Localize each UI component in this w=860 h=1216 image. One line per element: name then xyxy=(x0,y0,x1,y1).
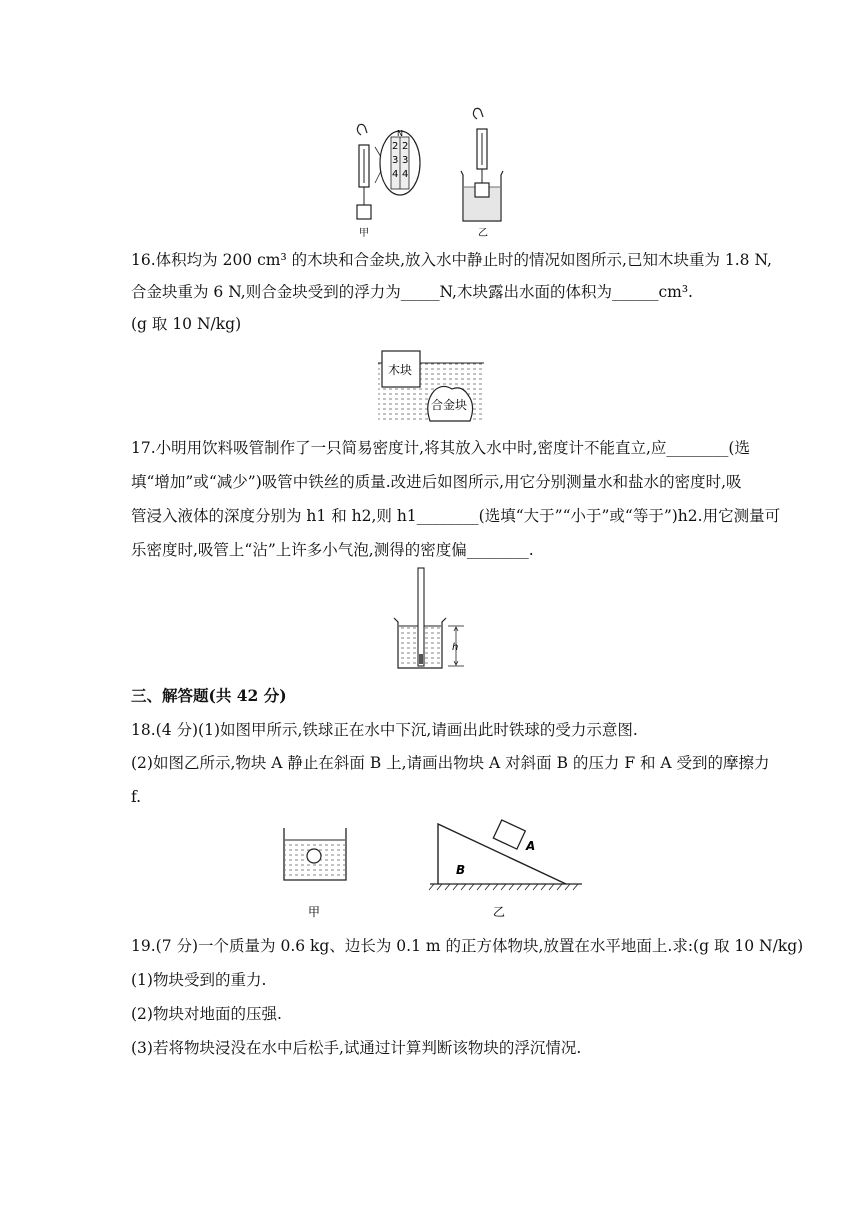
h-label: h xyxy=(452,642,459,653)
magnified-scale-reading xyxy=(375,129,420,195)
q18-yi-label: 乙 xyxy=(493,905,506,919)
scale-left-2: 3 xyxy=(392,155,399,166)
wood-alloy-figure xyxy=(376,347,486,425)
section3-title: 三、解答题(共 42 分) xyxy=(131,686,287,705)
jia-water-container xyxy=(284,828,346,880)
alloy-label: 合金块 xyxy=(431,398,468,412)
scale-right-0: 2 xyxy=(402,141,409,152)
scale-right-2: 4 xyxy=(402,169,409,180)
jia-label-top: 甲 xyxy=(359,228,369,239)
spring-scale-figure xyxy=(345,105,515,240)
scale-left-3: 4 xyxy=(392,169,399,180)
q18-jia-label: 甲 xyxy=(308,905,321,919)
q18-line2: (2)如图乙所示,物块 A 静止在斜面 B 上,请画出物块 A 对斜面 B 的压力 F 和 A 受到的摩擦力 xyxy=(131,754,770,772)
q17-line2: 填“增加”或“减少”)吸管中铁丝的质量.改进后如图所示,用它分别测量水和盐水的密度时,吸 xyxy=(131,473,742,491)
densimeter-figure xyxy=(388,566,468,672)
scale-right-1: 3 xyxy=(402,155,409,166)
q18-line3: f. xyxy=(131,788,142,806)
q18-figure xyxy=(270,818,590,922)
incline-figure xyxy=(429,820,582,890)
q18-line1: 18.(4 分)(1)如图甲所示,铁球正在水中下沉,请画出此时铁球的受力示意图. xyxy=(131,721,638,739)
q16-line3: (g 取 10 N/kg) xyxy=(131,315,242,333)
q19-line2: (1)物块受到的重力. xyxy=(131,971,267,989)
iron-wire xyxy=(419,654,423,664)
straw xyxy=(418,568,424,666)
q19-line3: (2)物块对地面的压强. xyxy=(131,1005,282,1023)
q17-line1: 17.小明用饮料吸管制作了一只简易密度计,将其放入水中时,密度计不能直立,应________(选 xyxy=(131,439,750,457)
yi-label-top: 乙 xyxy=(478,228,488,239)
q19-line4: (3)若将物块浸没在水中后松手,试通过计算判断该物块的浮沉情况. xyxy=(131,1039,582,1057)
q17-line3: 管浸入液体的深度分别为 h1 和 h2,则 h1________(选填“大于”“小于”或“等于”)h2.用它测量可 xyxy=(131,507,781,525)
iron-ball xyxy=(307,849,321,863)
wood-label: 木块 xyxy=(388,363,413,377)
q19-line1: 19.(7 分)一个质量为 0.6 kg、边长为 0.1 m 的正方体物块,放置在水平地面上.求:(g 取 10 N/kg) xyxy=(131,937,804,955)
yi-spring-scale xyxy=(473,108,487,183)
q16-line1: 16.体积均为 200 cm³ 的木块和合金块,放入水中静止时的情况如图所示,已知木块重为 1.8 N, xyxy=(131,251,772,269)
scale-unit: N xyxy=(397,129,403,138)
scale-left-1: 2 xyxy=(392,141,399,152)
block-a xyxy=(493,820,525,849)
jia-spring-scale xyxy=(357,124,371,219)
q16-line2: 合金块重为 6 N,则合金块受到的浮力为_____N,木块露出水面的体积为______cm³. xyxy=(131,283,693,301)
block-a-label: A xyxy=(526,839,536,853)
incline-b-label: B xyxy=(456,863,466,877)
q17-line4: 乐密度时,吸管上“沾”上许多小气泡,测得的密度偏________. xyxy=(131,541,534,559)
